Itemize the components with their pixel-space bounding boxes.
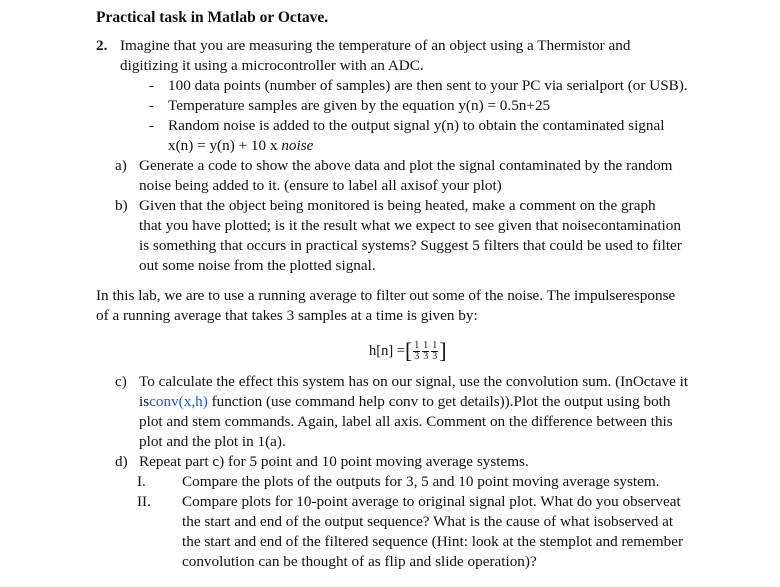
part-b-line: that you have plotted; is it the result what we expect to see given that noisecontamination: [139, 217, 681, 234]
part-b-line: Given that the object being monitored is being heated, make a comment on the graph: [139, 197, 656, 214]
fraction-numerator: 1: [432, 339, 438, 351]
fraction-denominator: 3: [432, 350, 438, 362]
document-title: Practical task in Matlab or Octave.: [96, 9, 329, 26]
intro-line: In this lab, we are to use a running average to filter out some of the noise. The impulseresponse: [96, 287, 676, 304]
part-d-item-line: convolution can be thought of as flip and slide operation)?: [182, 553, 537, 570]
bullet-item: Temperature samples are given by the equation y(n) = 0.5n+25: [168, 97, 551, 114]
part-d-item-line: Compare plots for 10-point average to original signal plot. What do you observeat: [182, 493, 681, 510]
conv-function-link[interactable]: conv(x,h): [149, 393, 208, 410]
fraction: [413, 341, 420, 362]
bullet-marker: -: [149, 77, 155, 94]
bullet-marker: -: [149, 97, 155, 114]
part-c-line: plot and stem commands. Again, label all axis. Comment on the difference between this: [139, 413, 673, 430]
part-a-line: Generate a code to show the above data and plot the signal contaminated by the random: [139, 157, 673, 174]
fraction-denominator: 3: [414, 350, 420, 362]
part-b-label: b): [115, 197, 128, 214]
fraction: [422, 341, 429, 362]
intro-line: of a running average that takes 3 samples at a time is given by:: [96, 307, 478, 324]
question-text-line: Imagine that you are measuring the temperature of an object using a Thermistor and: [120, 37, 631, 54]
part-a-label: a): [115, 157, 127, 174]
part-d-item-line: the start and end of the output sequence? What is the cause of what isobserved at: [182, 513, 674, 530]
part-c-text: function (use command help conv to get details)).Plot the output using both: [207, 393, 671, 410]
question-text-line: digitizing it using a microcontroller with an ADC.: [120, 57, 424, 74]
equation-x-noise: noise: [281, 137, 314, 154]
fraction-numerator: 1: [423, 339, 429, 351]
roman-numeral: II.: [137, 493, 151, 510]
part-b-line: out some noise from the plotted signal.: [139, 257, 376, 274]
bullet-marker: -: [149, 117, 155, 134]
equation-x-main: x(n) = y(n) + 10 x: [168, 137, 282, 154]
part-d-line: Repeat part c) for 5 point and 10 point moving average systems.: [139, 453, 529, 470]
impulse-response-equation: [369, 340, 447, 362]
bullet-item: 100 data points (number of samples) are then sent to your PC via serialport (or USB).: [168, 77, 688, 94]
equation-x: [168, 137, 313, 155]
part-b-line: is something that occurs in practical systems? Suggest 5 filters that could be used to filter: [139, 237, 682, 254]
part-a-line: noise being added to it. (ensure to label all axisof your plot): [139, 177, 502, 194]
impulse-close-bracket: ]: [439, 338, 447, 363]
impulse-lhs: h[n] =: [369, 342, 405, 359]
fraction-denominator: 3: [423, 350, 429, 362]
fraction-numerator: 1: [414, 339, 420, 351]
bullet-item: Random noise is added to the output signal y(n) to obtain the contaminated signal: [168, 117, 665, 134]
part-d-item-line: Compare the plots of the outputs for 3, 5 and 10 point moving average system.: [182, 473, 660, 490]
question-number: 2.: [96, 37, 108, 54]
part-c-label: c): [115, 373, 127, 390]
part-c-text: is: [139, 393, 150, 410]
impulse-open-bracket: [: [404, 338, 413, 363]
roman-numeral: I.: [137, 473, 146, 490]
part-c-line: [139, 393, 671, 411]
part-c-line: plot and the plot in 1(a).: [139, 433, 286, 450]
part-d-item-line: the start and end of the filtered sequence (Hint: look at the stemplot and remember: [182, 533, 684, 550]
fraction: [431, 341, 438, 362]
part-d-label: d): [115, 453, 128, 470]
part-c-line: To calculate the effect this system has on our signal, use the convolution sum. (InOctave it: [139, 373, 689, 390]
